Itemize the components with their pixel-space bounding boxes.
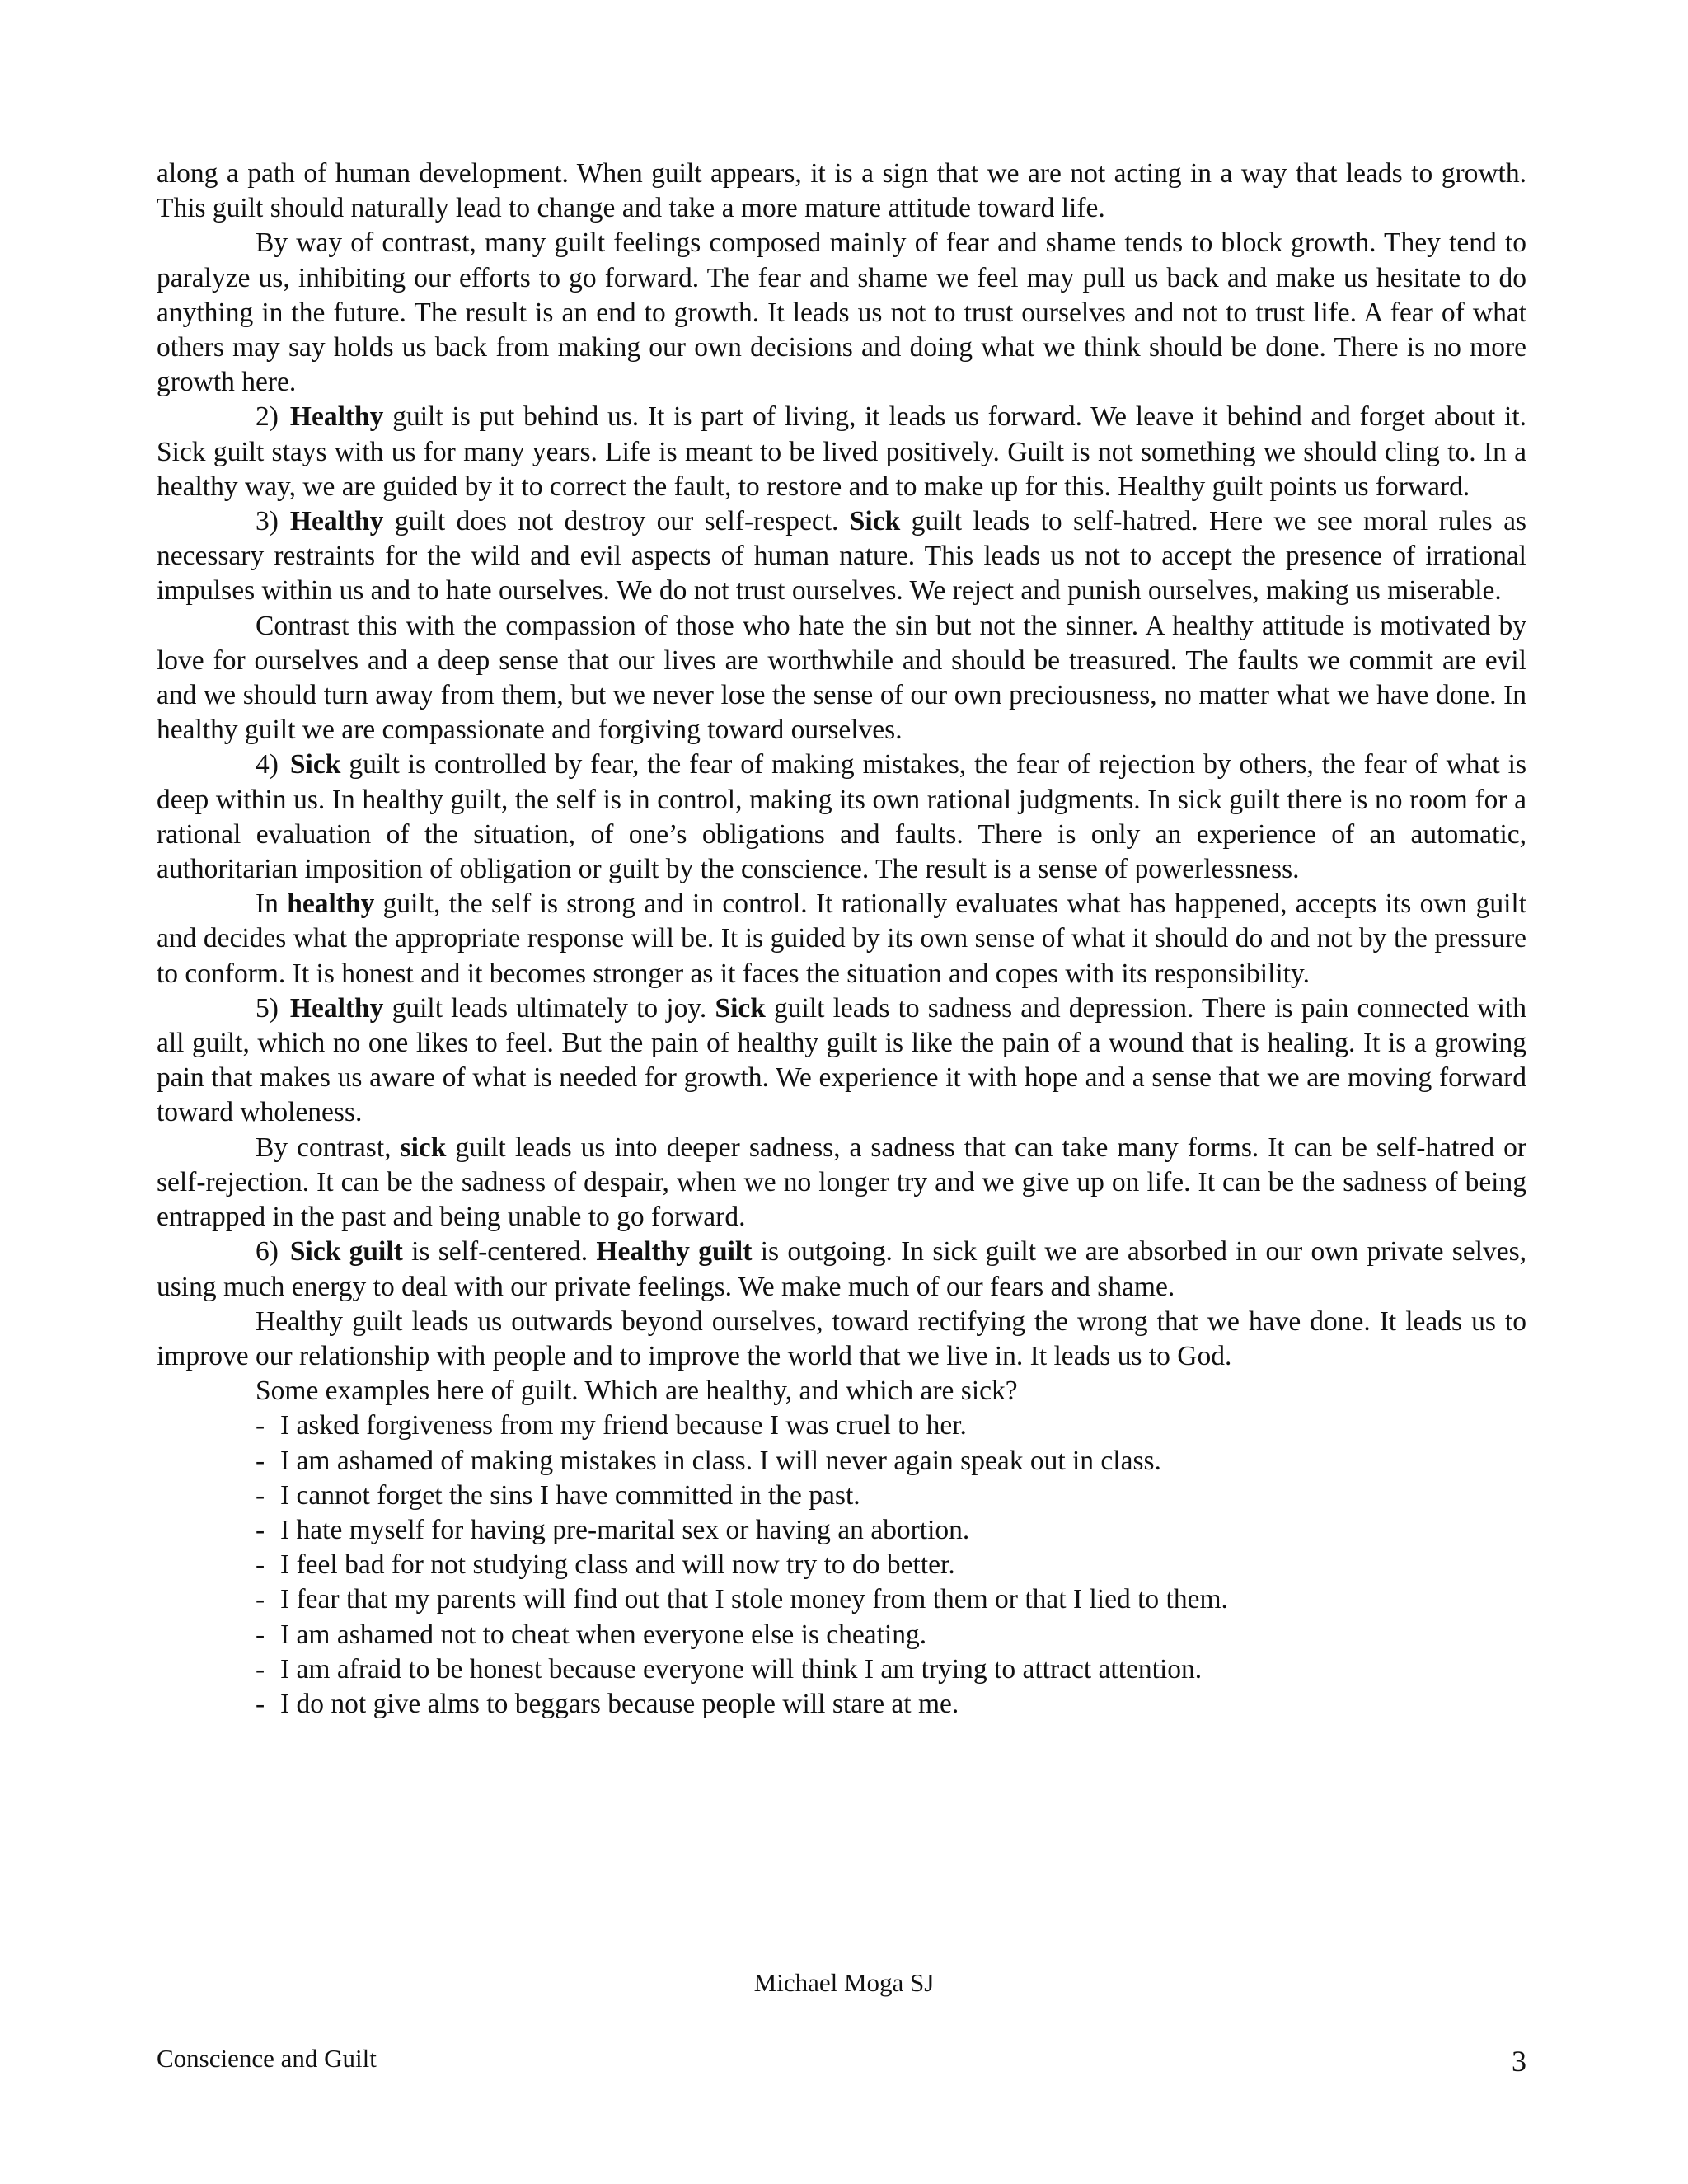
list-item-text: I feel bad for not studying class and will now try to do better. bbox=[280, 1549, 955, 1581]
point-number: 2) bbox=[256, 401, 279, 433]
list-item-text: I am afraid to be honest because everyone will think I am trying to attract attention. bbox=[280, 1653, 1203, 1685]
paragraph-text: guilt leads us into deeper sadness, a sadness that can take many forms. It can be self-hatred or self-rejection. It can be the sadness of despair, when we no longer try and we give up on life. It can be the sadness of being entrapped in the past and being unable to go forward. bbox=[157, 1132, 1526, 1233]
paragraph-text: By contrast, bbox=[256, 1132, 401, 1163]
paragraph-point-2 bbox=[157, 400, 1526, 504]
paragraph-text: guilt leads to sadness and depression. There is pain connected with all guilt, which no one likes to feel. But the pain of healthy guilt is like the pain of a wound that is healing. It is a growing pain that makes us aware of what is needed for growth. We experience it with hope and a sense that we are moving forward toward wholeness. bbox=[157, 992, 1526, 1128]
bold-term: Healthy guilt bbox=[596, 1236, 753, 1268]
list-marker: - bbox=[256, 1653, 265, 1685]
list-item bbox=[157, 1687, 1526, 1722]
list-item-text: I am ashamed of making mistakes in class. I will never again speak out in class. bbox=[280, 1445, 1161, 1476]
list-marker: - bbox=[256, 1584, 265, 1615]
list-marker: - bbox=[256, 1410, 265, 1441]
bold-term: Sick guilt bbox=[289, 1236, 403, 1268]
paragraph-compassion bbox=[157, 609, 1526, 748]
bold-term: sick bbox=[400, 1132, 447, 1163]
bold-term: Sick bbox=[849, 506, 901, 537]
bold-term: Sick bbox=[715, 992, 766, 1024]
paragraph-sick-sadness bbox=[157, 1131, 1526, 1235]
paragraph-text: guilt is controlled by fear, the fear of making mistakes, the fear of rejection by others, the fear of what is deep within us. In healthy guilt, the self is in control, making its own rational judgments. In sick guilt there is no room for a rational evaluation of the situation, of one’s obligations and faults. There is only an experience of an automatic, authoritarian imposition of obligation or guilt by the conscience. The result is a sense of powerlessness. bbox=[157, 749, 1526, 885]
list-marker: - bbox=[256, 1549, 265, 1581]
list-item bbox=[157, 1618, 1526, 1652]
examples-list bbox=[157, 1408, 1526, 1722]
point-number: 5) bbox=[256, 992, 279, 1024]
paragraph-text: Healthy guilt leads us outwards beyond ourselves, toward rectifying the wrong that we have done. It leads us to improve our relationship with people and to improve the world that we live in. It leads us to God. bbox=[157, 1305, 1526, 1371]
paragraph-text: Contrast this with the compassion of those who hate the sin but not the sinner. A healthy attitude is motivated by love for ourselves and a deep sense that our lives are worthwhile and should be treasured. The faults we commit are evil and we should turn away from them, but we never lose the sense of our own preciousness, no matter what we have done. In healthy guilt we are compassionate and forgiving toward ourselves. bbox=[157, 610, 1526, 746]
list-item-text: I cannot forget the sins I have committed in the past. bbox=[280, 1479, 860, 1511]
list-item bbox=[157, 1582, 1526, 1617]
document-body bbox=[157, 157, 1526, 1722]
point-number: 3) bbox=[256, 506, 279, 537]
list-item bbox=[157, 1652, 1526, 1687]
list-item bbox=[157, 1513, 1526, 1548]
paragraph-text: By way of contrast, many guilt feelings composed mainly of fear and shame tends to block growth. They tend to paralyze us, inhibiting our efforts to go forward. The fear and shame we feel may pull us back and make us hesitate to do anything in the future. The result is an end to growth. It leads us not to trust ourselves and not to trust life. A fear of what others may say holds us back from making our own decisions and doing what we think should be done. There is no more growth here. bbox=[157, 227, 1526, 398]
footer-document-title: Conscience and Guilt bbox=[157, 2044, 377, 2073]
paragraph-text: guilt leads to self-hatred. Here we see moral rules as necessary restraints for the wild and evil aspects of human nature. This leads us not to accept the presence of irrational impulses within us and to hate ourselves. We do not trust ourselves. We reject and punish ourselves, making us miserable. bbox=[157, 506, 1527, 607]
paragraph-text: In bbox=[256, 888, 288, 920]
list-item-text: I am ashamed not to cheat when everyone else is cheating. bbox=[280, 1619, 927, 1650]
paragraph-text: is self-centered. bbox=[402, 1236, 597, 1268]
paragraph-text: guilt is put behind us. It is part of living, it leads us forward. We leave it behind and forget about it. Sick guilt stays with us for many years. Life is meant to be lived positively. Guilt is not something we should cling to. In a healthy way, we are guided by it to correct the fault, to restore and to make up for this. Healthy guilt points us forward. bbox=[157, 401, 1526, 502]
paragraph-examples-intro bbox=[157, 1374, 1526, 1408]
author-signature: Michael Moga SJ bbox=[753, 1968, 935, 1997]
list-item-text: I asked forgiveness from my friend because I was cruel to her. bbox=[280, 1410, 967, 1441]
paragraph-outgoing bbox=[157, 1305, 1526, 1374]
page-number: 3 bbox=[1512, 2045, 1526, 2078]
paragraph-point-4 bbox=[157, 748, 1526, 887]
paragraph-point-6 bbox=[157, 1235, 1526, 1304]
point-number: 6) bbox=[256, 1236, 279, 1268]
list-item bbox=[157, 1479, 1526, 1513]
bold-term: Healthy bbox=[289, 506, 384, 537]
list-marker: - bbox=[256, 1514, 265, 1545]
paragraph-point-3 bbox=[157, 504, 1526, 609]
paragraph-text: guilt leads ultimately to joy. bbox=[383, 992, 715, 1024]
bold-term: Sick bbox=[289, 749, 341, 780]
list-item-text: I do not give alms to beggars because people will stare at me. bbox=[280, 1688, 959, 1719]
list-item bbox=[157, 1444, 1526, 1479]
bold-term: Healthy bbox=[289, 401, 384, 433]
list-item-text: I hate myself for having pre-marital sex or having an abortion. bbox=[280, 1514, 970, 1545]
paragraph-text: Some examples here of guilt. Which are healthy, and which are sick? bbox=[256, 1376, 1018, 1407]
list-marker: - bbox=[256, 1619, 265, 1650]
list-marker: - bbox=[256, 1445, 265, 1476]
list-marker: - bbox=[256, 1688, 265, 1719]
paragraph-text: guilt does not destroy our self-respect. bbox=[383, 506, 850, 537]
point-number: 4) bbox=[256, 749, 279, 780]
list-marker: - bbox=[256, 1479, 265, 1511]
paragraph-contrast-fear-shame bbox=[157, 226, 1526, 400]
document-page bbox=[157, 157, 1526, 1722]
paragraph-text: is outgoing. In sick guilt we are absorbed in our own private selves, using much energy to deal with our private feelings. We make much of our fears and shame. bbox=[157, 1236, 1526, 1302]
paragraph-growth-continuation bbox=[157, 157, 1526, 226]
paragraph-text: along a path of human development. When guilt appears, it is a sign that we are not acting in a way that leads to growth. This guilt should naturally lead to change and take a more mature attitude toward life. bbox=[157, 158, 1526, 224]
paragraph-healthy-self bbox=[157, 887, 1526, 991]
list-item bbox=[157, 1548, 1526, 1582]
paragraph-point-5 bbox=[157, 991, 1526, 1131]
paragraph-text: guilt, the self is strong and in control. It rationally evaluates what has happened, accepts its own guilt and decides what the appropriate response will be. It is guided by its own sense of what it should do and not by the pressure to conform. It is honest and it becomes stronger as it faces the situation and copes with its responsibility. bbox=[157, 888, 1527, 989]
list-item bbox=[157, 1408, 1526, 1443]
bold-term: healthy bbox=[287, 888, 375, 920]
list-item-text: I fear that my parents will find out that I stole money from them or that I lied to them. bbox=[280, 1584, 1228, 1615]
bold-term: Healthy bbox=[289, 992, 384, 1024]
